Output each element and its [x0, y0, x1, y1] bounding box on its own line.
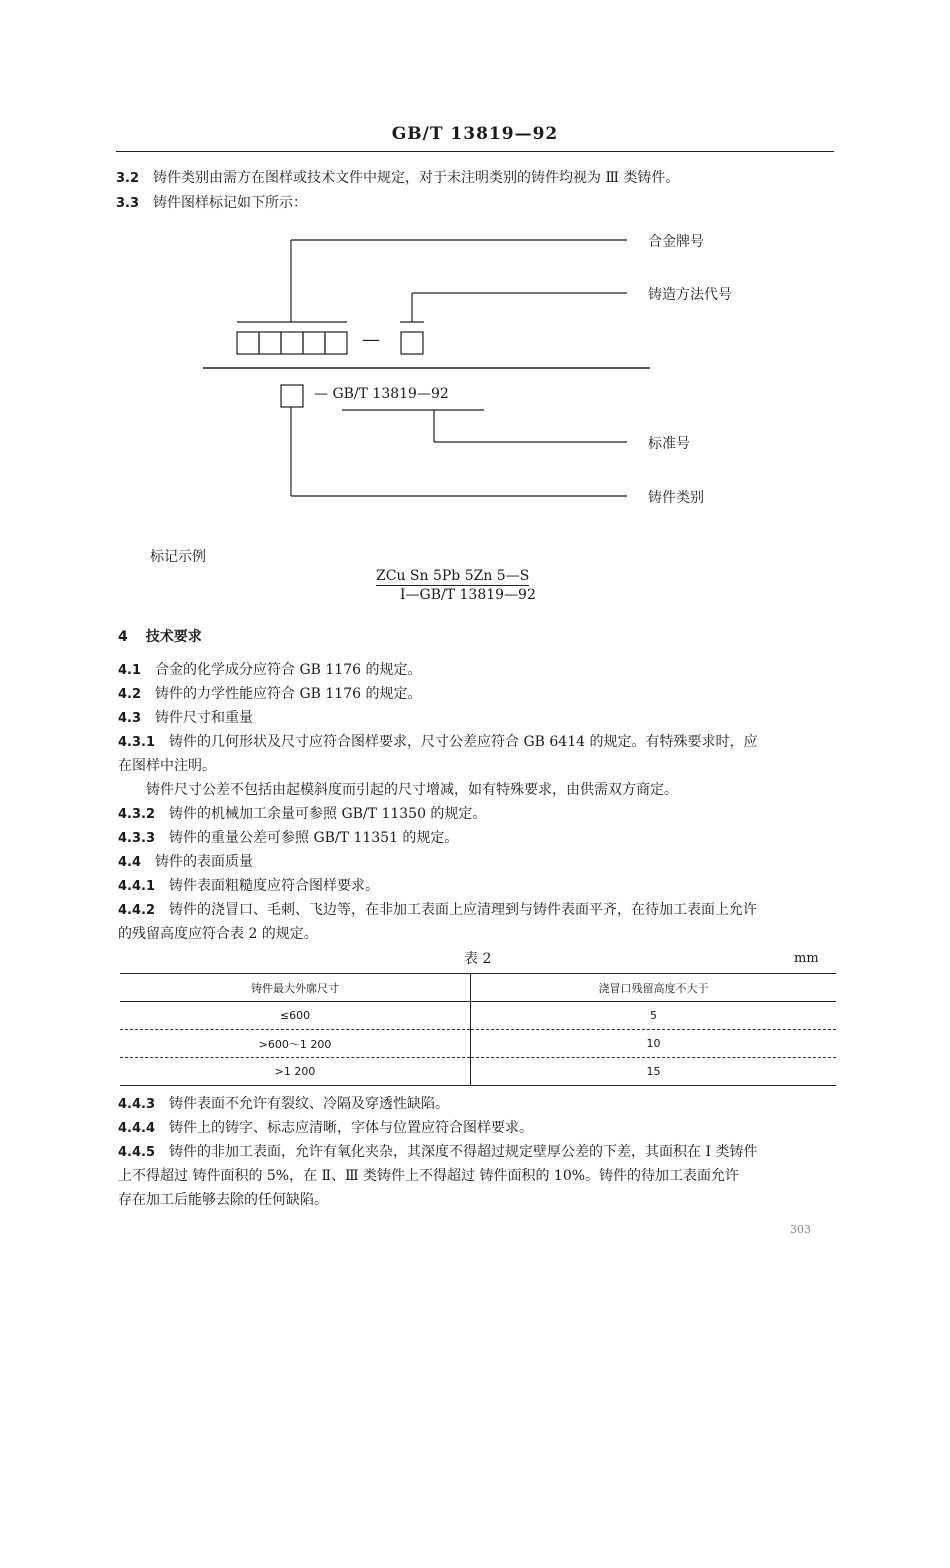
clause-number: 4.3.2: [118, 807, 156, 822]
clause-4-4: [118, 850, 253, 875]
clause-number: 4.3.1: [118, 735, 156, 750]
example-label: 标记示例: [150, 549, 206, 565]
clause-text: 铸件表面不允许有裂纹、冷隔及穿透性缺陷。: [169, 1096, 450, 1112]
clause-4-3-1: [118, 730, 757, 755]
clause-number: 3.2: [116, 171, 140, 186]
clause-number: 3.3: [116, 196, 140, 211]
clause-4-4-5-cont: 上不得超过 铸件面积的 5%，在 Ⅱ、Ⅲ 类铸件上不得超过 铸件面积的 10%。铸件的待加工表面允许: [118, 1168, 740, 1184]
clause-text: 合金的化学成分应符合 GB 1176 的规定。: [155, 662, 422, 678]
clause-4-4-4: [118, 1116, 533, 1141]
clause-4-4-5-cont: 存在加工后能够去除的任何缺陷。: [118, 1192, 328, 1208]
clause-4-3-1-cont: 在图样中注明。: [118, 758, 216, 774]
table-2: [120, 974, 836, 1086]
clause-4-4-2: [118, 898, 757, 923]
section-number: 4: [118, 629, 128, 645]
clause-number: 4.4.2: [118, 903, 156, 918]
label-method: 铸造方法代号: [648, 287, 732, 303]
table-cell: 15: [471, 1058, 837, 1086]
table-cell: >1 200: [120, 1058, 471, 1086]
alloy-box: [237, 332, 259, 354]
table-row: [120, 1002, 836, 1030]
clause-4-3-2: [118, 802, 486, 827]
alloy-box: [303, 332, 325, 354]
clause-number: 4.4.3: [118, 1097, 156, 1112]
clause-number: 4.2: [118, 687, 142, 702]
table-cell: >600～1 200: [120, 1030, 471, 1058]
table-cell: 5: [471, 1002, 837, 1030]
table-row: [120, 1030, 836, 1058]
clause-text: 铸件表面粗糙度应符合图样要求。: [169, 878, 380, 894]
clause-4-3-3: [118, 826, 458, 851]
label-category: 铸件类别: [648, 490, 704, 506]
clause-4-4-3: [118, 1092, 449, 1117]
clause-text: 铸件的浇冒口、毛刺、飞边等，在非加工表面上应清理到与铸件表面平齐，在待加工表面上允许: [169, 902, 758, 918]
method-box: [401, 332, 423, 354]
example-numerator: ZCu Sn 5Pb 5Zn 5—S: [376, 568, 530, 584]
table-cell: 10: [471, 1030, 837, 1058]
marking-diagram: [0, 0, 950, 540]
clause-number: 4.3: [118, 711, 142, 726]
clause-text: 铸件尺寸和重量: [155, 710, 254, 726]
clause-text: 铸件的重量公差可参照 GB/T 11351 的规定。: [169, 830, 459, 846]
clause-text: 铸件的机械加工余量可参照 GB/T 11350 的规定。: [169, 806, 487, 822]
clause-text: 铸件的表面质量: [155, 854, 254, 870]
section-4-heading: [118, 626, 202, 646]
clause-text: 铸件的几何形状及尺寸应符合图样要求，尺寸公差应符合 GB 6414 的规定。有特殊要求时，应: [169, 734, 758, 750]
category-box: [281, 385, 303, 407]
table-cell: ≤600: [120, 1002, 471, 1030]
header-title: GB/T 13819—92: [391, 124, 559, 144]
clause-4-4-1: [118, 874, 379, 899]
clause-number: 4.4.4: [118, 1121, 156, 1136]
standard-ref: — GB/T 13819—92: [314, 386, 449, 402]
clause-text: 铸件的非加工表面，允许有氧化夹杂，其深度不得超过规定壁厚公差的下差，其面积在 Ⅰ 类铸件: [169, 1144, 758, 1160]
alloy-box: [281, 332, 303, 354]
table-caption: 表 2: [464, 951, 492, 967]
clause-text: 铸件的力学性能应符合 GB 1176 的规定。: [155, 686, 422, 702]
dash-separator: —: [362, 329, 380, 350]
example-denominator: Ⅰ—GB/T 13819—92: [400, 587, 536, 603]
label-standard: 标准号: [648, 436, 690, 452]
clause-text: 铸件上的铸字、标志应清晰，字体与位置应符合图样要求。: [169, 1120, 534, 1136]
table-header-cell: 铸件最大外廓尺寸: [120, 974, 471, 1002]
clause-number: 4.4: [118, 855, 142, 870]
clause-text: 铸件图样标记如下所示：: [153, 195, 308, 211]
table-unit: mm: [794, 951, 819, 966]
clause-number: 4.3.3: [118, 831, 156, 846]
alloy-box: [325, 332, 347, 354]
clause-4-4-5: [118, 1140, 757, 1165]
label-alloy: 合金牌号: [648, 234, 704, 250]
page-number: 303: [790, 1223, 811, 1236]
table-header-cell: 浇冒口残留高度不大于: [471, 974, 837, 1002]
table-header-row: [120, 974, 836, 1002]
clause-number: 4.4.1: [118, 879, 156, 894]
section-title: 技术要求: [145, 629, 202, 645]
clause-4-1: [118, 658, 421, 683]
clause-text: 铸件类别由需方在图样或技术文件中规定，对于未注明类别的铸件均视为 Ⅲ 类铸件。: [153, 170, 680, 186]
clause-4-3: [118, 706, 253, 731]
clause-number: 4.1: [118, 663, 142, 678]
clause-4-4-2-cont: 的残留高度应符合表 2 的规定。: [118, 926, 318, 942]
clause-4-2: [118, 682, 421, 707]
alloy-box: [259, 332, 281, 354]
clause-number: 4.4.5: [118, 1145, 156, 1160]
clause-4-3-1-note: 铸件尺寸公差不包括由起模斜度而引起的尺寸增减，如有特殊要求，由供需双方商定。: [146, 782, 678, 798]
table-row: [120, 1058, 836, 1086]
